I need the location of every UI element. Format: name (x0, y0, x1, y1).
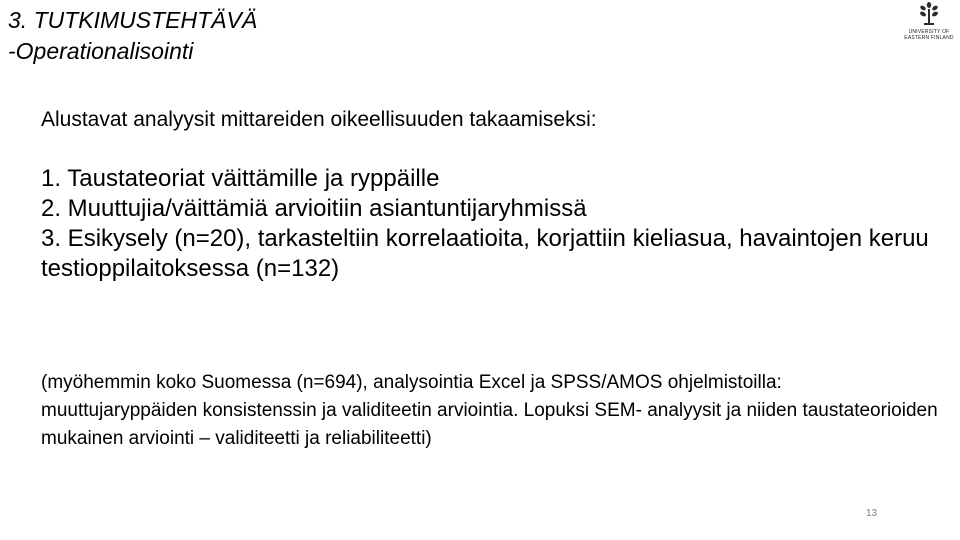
note-paragraph: (myöhemmin koko Suomessa (n=694), analysointia Excel ja SPSS/AMOS ohjelmistoilla: muuttujaryppäiden konsistenssin ja validiteetin arviointia. Lopuksi SEM- analyysit ja niiden taustateorioiden mukainen arviointi – validiteetti ja reliabiliteetti) (41, 372, 938, 449)
title-line-1: 3. TUTKIMUSTEHTÄVÄ (8, 7, 258, 33)
title-line-2: -Operationalisointi (8, 38, 194, 64)
logo-text-line-2: EASTERN FINLAND (904, 35, 954, 41)
logo-text-line-1: UNIVERSITY OF (908, 29, 950, 35)
steps-list (41, 164, 941, 284)
university-logo (900, 2, 958, 46)
list-item: 2. Muuttujia/väittämiä arvioitiin asiantuntijaryhmissä (41, 195, 587, 222)
slide-title (8, 5, 257, 67)
tree-icon (918, 2, 940, 26)
list-item: 1. Taustateoriat väittämille ja ryppäille (41, 165, 440, 192)
list-item: 3. Esikysely (n=20), tarkasteltiin korrelaatioita, korjattiin kieliasua, havaintojen keruu testioppilaitoksessa (n=132) (41, 225, 929, 282)
intro-text: Alustavat analyysit mittareiden oikeellisuuden takaamiseksi: (41, 108, 597, 131)
page-number: 13 (866, 508, 878, 519)
